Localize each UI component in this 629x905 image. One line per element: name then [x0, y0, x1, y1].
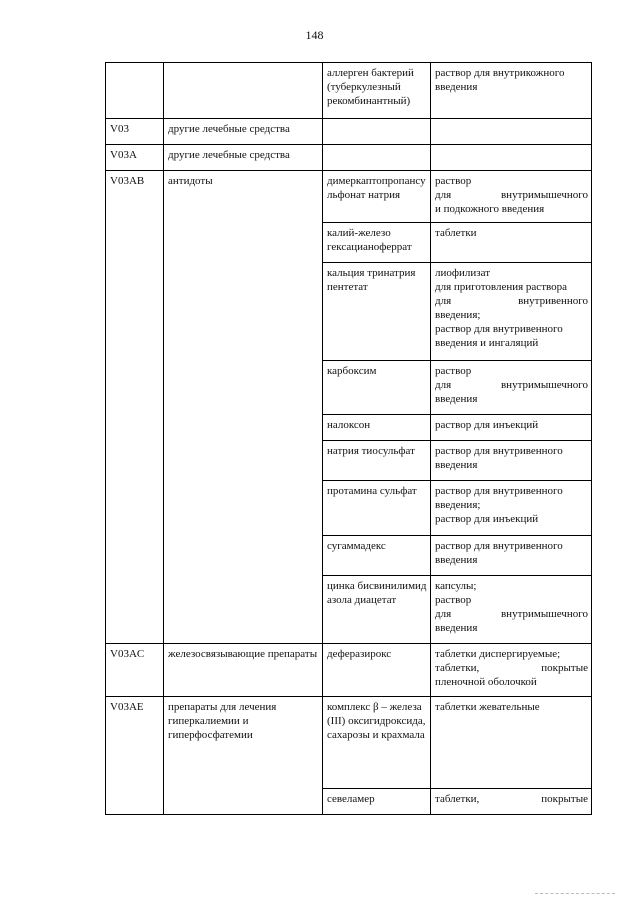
dosage-form-line: раствор: [435, 594, 472, 606]
scan-edge-mark: [535, 893, 615, 895]
table-row: [106, 63, 592, 119]
dosage-form-line: таблетки жевательные: [435, 701, 540, 713]
drug-name-cell: [323, 119, 431, 145]
dosage-form-line: для внутривенного: [435, 295, 588, 307]
drug-name-cell: комплекс β – железа (III) оксигидроксида, сахарозы и крахмала: [323, 697, 431, 789]
dosage-form-line: для внутримышечного: [435, 189, 588, 201]
dosage-form-line: таблетки, покрытые: [435, 793, 588, 805]
dosage-form-line: введения: [435, 393, 478, 405]
dosage-form-line: раствор для инъекций: [435, 419, 539, 431]
drug-name-cell: цинка бисвинилимидазола диацетат: [323, 576, 431, 644]
dosage-form-line: раствор: [435, 175, 472, 187]
dosage-form-line: таблетки диспергируемые;: [435, 648, 561, 660]
dosage-form-line: таблетки: [435, 227, 477, 239]
drug-name-cell: деферазирокс: [323, 644, 431, 697]
dosage-form-line: введения: [435, 622, 478, 634]
dosage-form-line: введения;: [435, 499, 481, 511]
drug-name-cell: [323, 145, 431, 171]
dosage-form-line: введения: [435, 554, 478, 566]
dosage-form-cell: [431, 63, 592, 119]
atc-code-cell: [106, 63, 164, 119]
dosage-form-cell: [431, 789, 592, 815]
atc-code-cell: V03AB: [106, 171, 164, 644]
dosage-form-line: введения: [435, 81, 478, 93]
dosage-form-line: пленочной оболочкой: [435, 676, 537, 688]
group-cell: препараты для лечения гиперкалиемии и гиперфосфатемии: [164, 697, 323, 815]
drug-name-cell: кальция тринатрия пентетат: [323, 263, 431, 361]
dosage-form-cell: [431, 536, 592, 576]
table-row: [106, 119, 592, 145]
dosage-form-cell: [431, 145, 592, 171]
group-cell: железосвязывающие препараты: [164, 644, 323, 697]
group-cell: другие лечебные средства: [164, 145, 323, 171]
dosage-form-cell: [431, 119, 592, 145]
dosage-form-cell: [431, 441, 592, 481]
drug-name-cell: аллерген бактерий (туберкулезный рекомбинантный): [323, 63, 431, 119]
dosage-form-line: введения и ингаляций: [435, 337, 539, 349]
dosage-form-cell: [431, 171, 592, 223]
dosage-form-cell: [431, 361, 592, 415]
drug-table: [105, 62, 592, 815]
dosage-form-line: введения;: [435, 309, 481, 321]
dosage-form-line: для внутримышечного: [435, 379, 588, 391]
drug-name-cell: протамина сульфат: [323, 481, 431, 536]
table-row: [106, 171, 592, 223]
drug-name-cell: сугаммадекс: [323, 536, 431, 576]
dosage-form-cell: [431, 415, 592, 441]
dosage-form-line: раствор для внутривенного: [435, 540, 563, 552]
dosage-form-line: таблетки, покрытые: [435, 662, 588, 674]
dosage-form-cell: [431, 697, 592, 789]
atc-code-cell: V03: [106, 119, 164, 145]
dosage-form-line: раствор для внутривенного: [435, 445, 563, 457]
dosage-form-cell: [431, 263, 592, 361]
page-number: 148: [305, 28, 324, 42]
atc-code-cell: V03AC: [106, 644, 164, 697]
group-cell: антидоты: [164, 171, 323, 644]
atc-code-cell: V03AE: [106, 697, 164, 815]
drug-name-cell: севеламер: [323, 789, 431, 815]
dosage-form-line: раствор: [435, 365, 472, 377]
atc-code-cell: V03A: [106, 145, 164, 171]
dosage-form-line: раствор для внутрикожного: [435, 67, 565, 79]
drug-name-cell: натрия тиосульфат: [323, 441, 431, 481]
group-cell: другие лечебные средства: [164, 119, 323, 145]
table-row: [106, 697, 592, 789]
table-row: [106, 145, 592, 171]
dosage-form-line: для приготовления раствора: [435, 281, 567, 293]
dosage-form-line: для внутримышечного: [435, 608, 588, 620]
table-row: [106, 644, 592, 697]
drug-name-cell: димеркаптопропансульфонат натрия: [323, 171, 431, 223]
dosage-form-line: раствор для внутривенного: [435, 485, 563, 497]
dosage-form-cell: [431, 223, 592, 263]
drug-name-cell: карбоксим: [323, 361, 431, 415]
dosage-form-cell: [431, 644, 592, 697]
drug-name-cell: калий-железо гексацианоферрат: [323, 223, 431, 263]
group-cell: [164, 63, 323, 119]
drug-name-cell: налоксон: [323, 415, 431, 441]
dosage-form-line: капсулы;: [435, 580, 477, 592]
dosage-form-line: раствор для внутривенного: [435, 323, 563, 335]
dosage-form-line: введения: [435, 459, 478, 471]
dosage-form-cell: [431, 576, 592, 644]
dosage-form-line: лиофилизат: [435, 267, 491, 279]
dosage-form-line: раствор для инъекций: [435, 513, 539, 525]
dosage-form-line: и подкожного введения: [435, 203, 545, 215]
dosage-form-cell: [431, 481, 592, 536]
